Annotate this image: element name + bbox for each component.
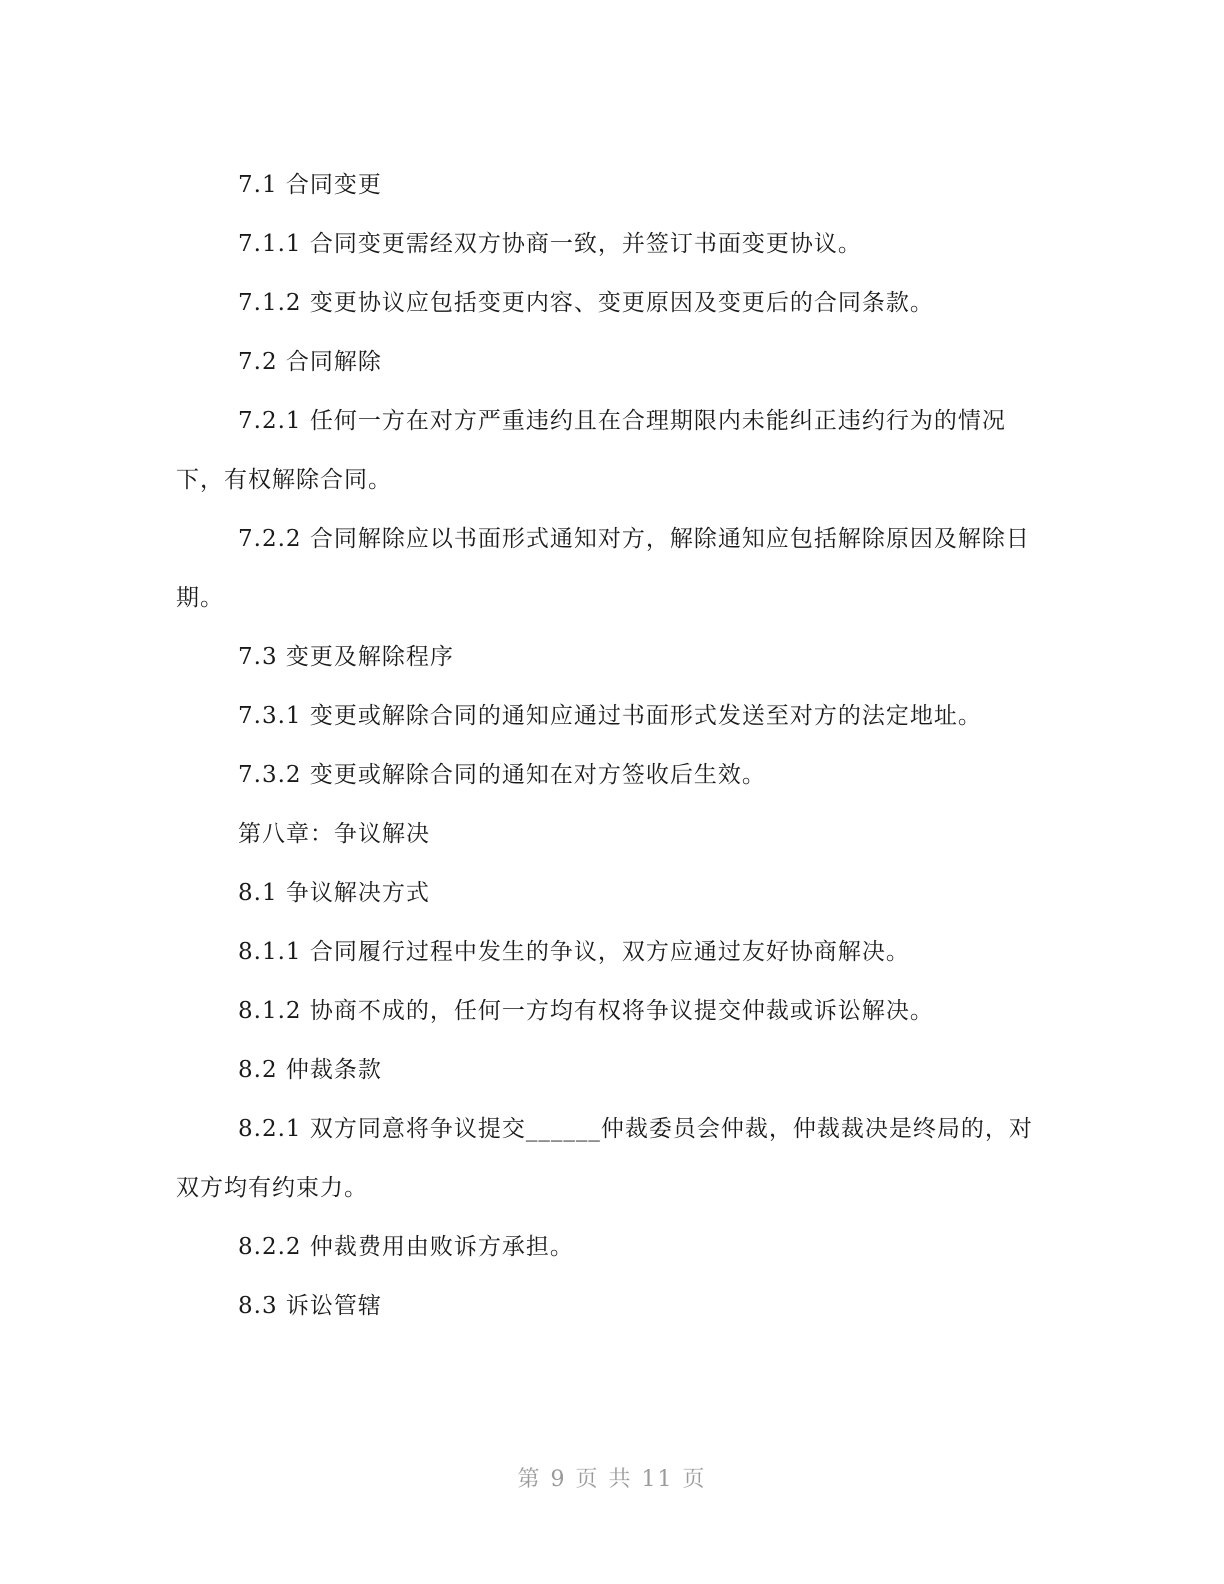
section-heading: 7.1 合同变更 bbox=[238, 172, 382, 198]
clause-paragraph: 8.2.1 双方同意将争议提交______仲裁委员会仲裁，仲裁裁决是终局的，对双方均有约束力。 bbox=[176, 1116, 1033, 1201]
clause-paragraph: 8.2.2 仲裁费用由败诉方承担。 bbox=[238, 1234, 574, 1260]
clause-paragraph: 7.1.1 合同变更需经双方协商一致，并签订书面变更协议。 bbox=[238, 231, 862, 257]
section-heading: 7.3 变更及解除程序 bbox=[238, 644, 454, 670]
section-heading: 8.3 诉讼管辖 bbox=[238, 1293, 382, 1319]
page-number-footer: 第 9 页 共 11 页 bbox=[517, 1467, 707, 1492]
clause-paragraph: 7.2.1 任何一方在对方严重违约且在合理期限内未能纠正违约行为的情况下，有权解除合同。 bbox=[176, 408, 1006, 493]
clause-paragraph: 7.1.2 变更协议应包括变更内容、变更原因及变更后的合同条款。 bbox=[238, 290, 934, 316]
section-heading: 8.2 仲裁条款 bbox=[238, 1057, 382, 1083]
clause-paragraph: 7.3.1 变更或解除合同的通知应通过书面形式发送至对方的法定地址。 bbox=[238, 703, 982, 729]
chapter-heading: 第八章：争议解决 bbox=[238, 821, 430, 847]
section-heading: 7.2 合同解除 bbox=[238, 349, 382, 375]
clause-paragraph: 8.1.2 协商不成的，任何一方均有权将争议提交仲裁或诉讼解决。 bbox=[238, 998, 934, 1024]
clause-paragraph: 7.2.2 合同解除应以书面形式通知对方，解除通知应包括解除原因及解除日期。 bbox=[176, 526, 1030, 611]
document-body bbox=[176, 156, 1036, 1336]
section-heading: 8.1 争议解决方式 bbox=[238, 880, 430, 906]
clause-paragraph: 8.1.1 合同履行过程中发生的争议，双方应通过友好协商解决。 bbox=[238, 939, 910, 965]
clause-paragraph: 7.3.2 变更或解除合同的通知在对方签收后生效。 bbox=[238, 762, 766, 788]
